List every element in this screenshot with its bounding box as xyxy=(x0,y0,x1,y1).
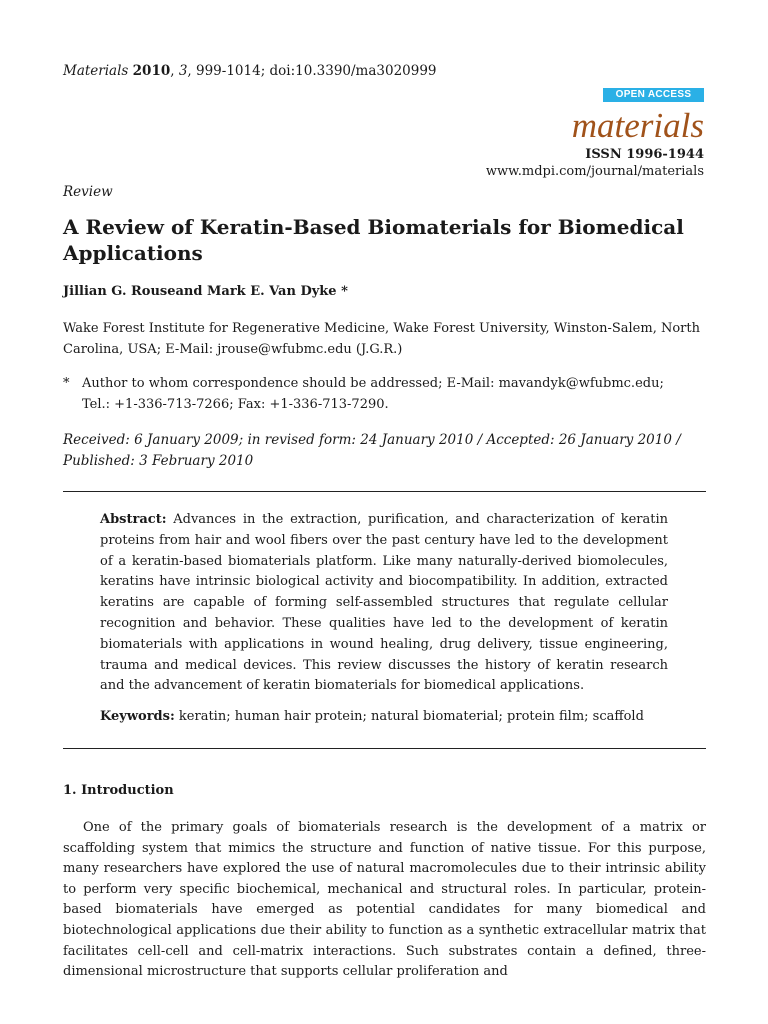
publication-dates: Received: 6 January 2009; in revised form: 24 January 2010 / Accepted: 26 January 2010 / Published: 3 February 2010 xyxy=(63,432,681,469)
correspondence-line-2: Tel.: +1-336-713-7266; Fax: +1-336-713-7290. xyxy=(82,397,389,412)
abstract-text: Advances in the extraction, purification, and characterization of keratin proteins from hair and wool fibers over the past century have led to the development of a keratin-based biomaterials platform. Like many naturally-derived biomolecules, keratins have intrinsic biological activity and biocompatibility. In addition, extracted keratins are capable of forming self-assembled structures that regulate cellular recognition and behavior. These qualities have led to the development of keratin biomaterials with applications in wound healing, drug delivery, tissue engineering, trauma and medical devices. This review discusses the history of keratin research and the advancement of keratin biomaterials for biomedical applications. xyxy=(100,512,668,694)
abstract-bottom-rule xyxy=(63,748,706,749)
citation-volume: 3 xyxy=(178,63,188,79)
article-type: Review xyxy=(63,184,113,200)
correspondence-marker: * xyxy=(63,376,70,391)
keywords-text: keratin; human hair protein; natural biomaterial; protein film; scaffold xyxy=(178,709,644,724)
issn: ISSN 1996-1944 xyxy=(585,147,704,162)
abstract xyxy=(100,510,668,697)
correspondence-line-1: Author to whom correspondence should be addressed; E-Mail: mavandyk@wfubmc.edu; xyxy=(82,376,664,391)
citation-journal: Materials xyxy=(63,63,129,79)
keywords-label: Keywords: xyxy=(100,709,175,724)
journal-url-link[interactable]: www.mdpi.com/journal/materials xyxy=(485,164,704,179)
journal-logo: materials xyxy=(571,106,704,145)
abstract-top-rule xyxy=(63,491,706,492)
open-access-badge: OPEN ACCESS xyxy=(603,88,704,102)
affiliation: Wake Forest Institute for Regenerative Medicine, Wake Forest University, Winston-Salem, North Carolina, USA; E-Mail: jrouse@wfubmc.edu (J.G.R.) xyxy=(63,321,700,357)
citation-rest: , 999-1014; doi:10.3390/ma3020999 xyxy=(187,63,437,79)
keywords xyxy=(100,709,644,724)
introduction-paragraph: One of the primary goals of biomaterials research is the development of a matrix or scaffolding system that mimics the structure and function of native tissue. For this purpose, many researchers have explored the use of natural macromolecules due to their intrinsic ability to perform very specific biochemical, mechanical and structural roles. In particular, protein-based biomaterials have emerged as potential candidates for many biomedical and biotechnological applications due their ability to function as a synthetic extracellular matrix that facilitates cell-cell and cell-matrix interactions. Such substrates contain a defined, three-dimensional microstructure that supports cellular proliferation and xyxy=(63,820,706,980)
article-title: A Review of Keratin-Based Biomaterials for Biomedical Applications xyxy=(63,215,684,265)
citation-year: 2010 xyxy=(132,63,171,79)
section-heading-introduction: 1. Introduction xyxy=(63,783,174,798)
correspondence-note xyxy=(63,373,664,415)
author-list: Jillian G. Rouseand Mark E. Van Dyke * xyxy=(63,284,348,299)
abstract-label: Abstract: xyxy=(100,512,167,527)
citation-line: Materials 2010, 3, 999-1014; doi:10.3390/ma3020999 xyxy=(63,63,437,79)
